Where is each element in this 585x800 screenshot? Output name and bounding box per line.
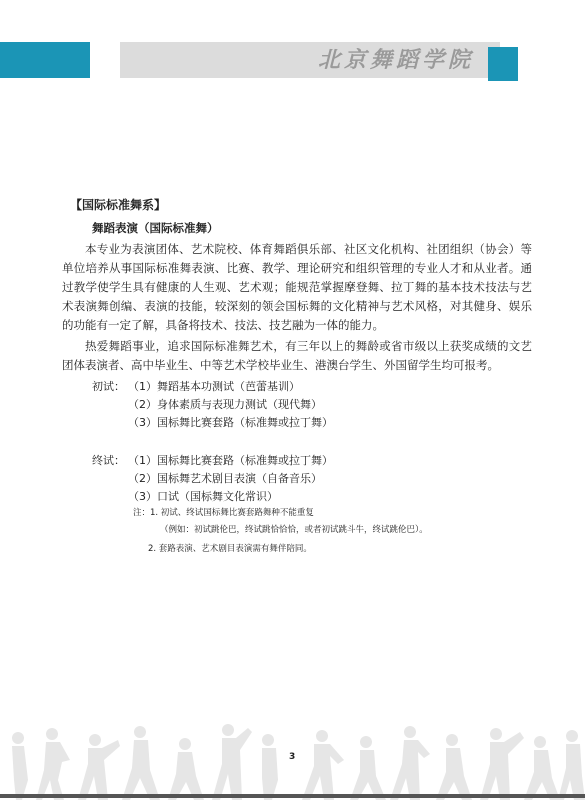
admission-requirements: 热爱舞蹈事业，追求国际标准舞艺术，有三年以上的舞龄或省市级以上获奖成绩的文艺团体表演者、高中毕业生、中等艺术学校毕业生、港澳台学生、外国留学生均可报考。 — [62, 339, 532, 372]
department-section — [62, 196, 532, 377]
final-item: （3）口试（国标舞文化常识） — [128, 490, 278, 503]
bottom-rule — [0, 794, 585, 798]
preliminary-item: （3）国标舞比赛套路（标准舞或拉丁舞） — [128, 416, 333, 429]
preliminary-item: （1）舞蹈基本功测试（芭蕾基训） — [128, 380, 300, 393]
school-name-logo: 北京舞蹈学院 — [318, 47, 475, 73]
final-item: （1）国标舞比赛套路（标准舞或拉丁舞） — [128, 454, 333, 467]
final-item: （2）国标舞艺术剧目表演（自备音乐） — [128, 472, 322, 485]
page-number: 3 — [289, 752, 296, 762]
header-accent-right — [488, 47, 518, 81]
note-1: 注：1. 初试、终试国标舞比赛套路舞种不能重复 — [133, 508, 314, 518]
note-1-example: （例如：初试跳伦巴，终试跳恰恰恰，或者初试跳斗牛，终试跳伦巴）。 — [160, 525, 428, 535]
preliminary-item: （2）身体素质与表现力测试（现代舞） — [128, 398, 322, 411]
major-description: 本专业为表演团体、艺术院校、体育舞蹈俱乐部、社区文化机构、社团组织（协会）等单位培养从事国际标准舞表演、比赛、教学、理论研究和组织管理的专业人才和从业者。通过教学使学生具有健康的人生观、艺术观；能规范掌握摩登舞、拉丁舞的基本技术技法与艺术表演舞创编、表演的技能，较深刻的领会国标舞的文化精神与艺术风格，对其健身、娱乐的功能有一定了解，具备将技术、技法、技艺融为一体的能力。 — [62, 242, 532, 332]
preliminary-label: 初试： — [92, 380, 125, 393]
final-label: 终试： — [92, 454, 125, 467]
major-title: 舞蹈表演（国际标准舞） — [92, 221, 219, 235]
header-accent-left — [0, 42, 90, 78]
section-title: 【国际标准舞系】 — [70, 198, 167, 212]
note-2: 2. 套路表演、艺术剧目表演需有舞伴陪同。 — [148, 544, 312, 554]
